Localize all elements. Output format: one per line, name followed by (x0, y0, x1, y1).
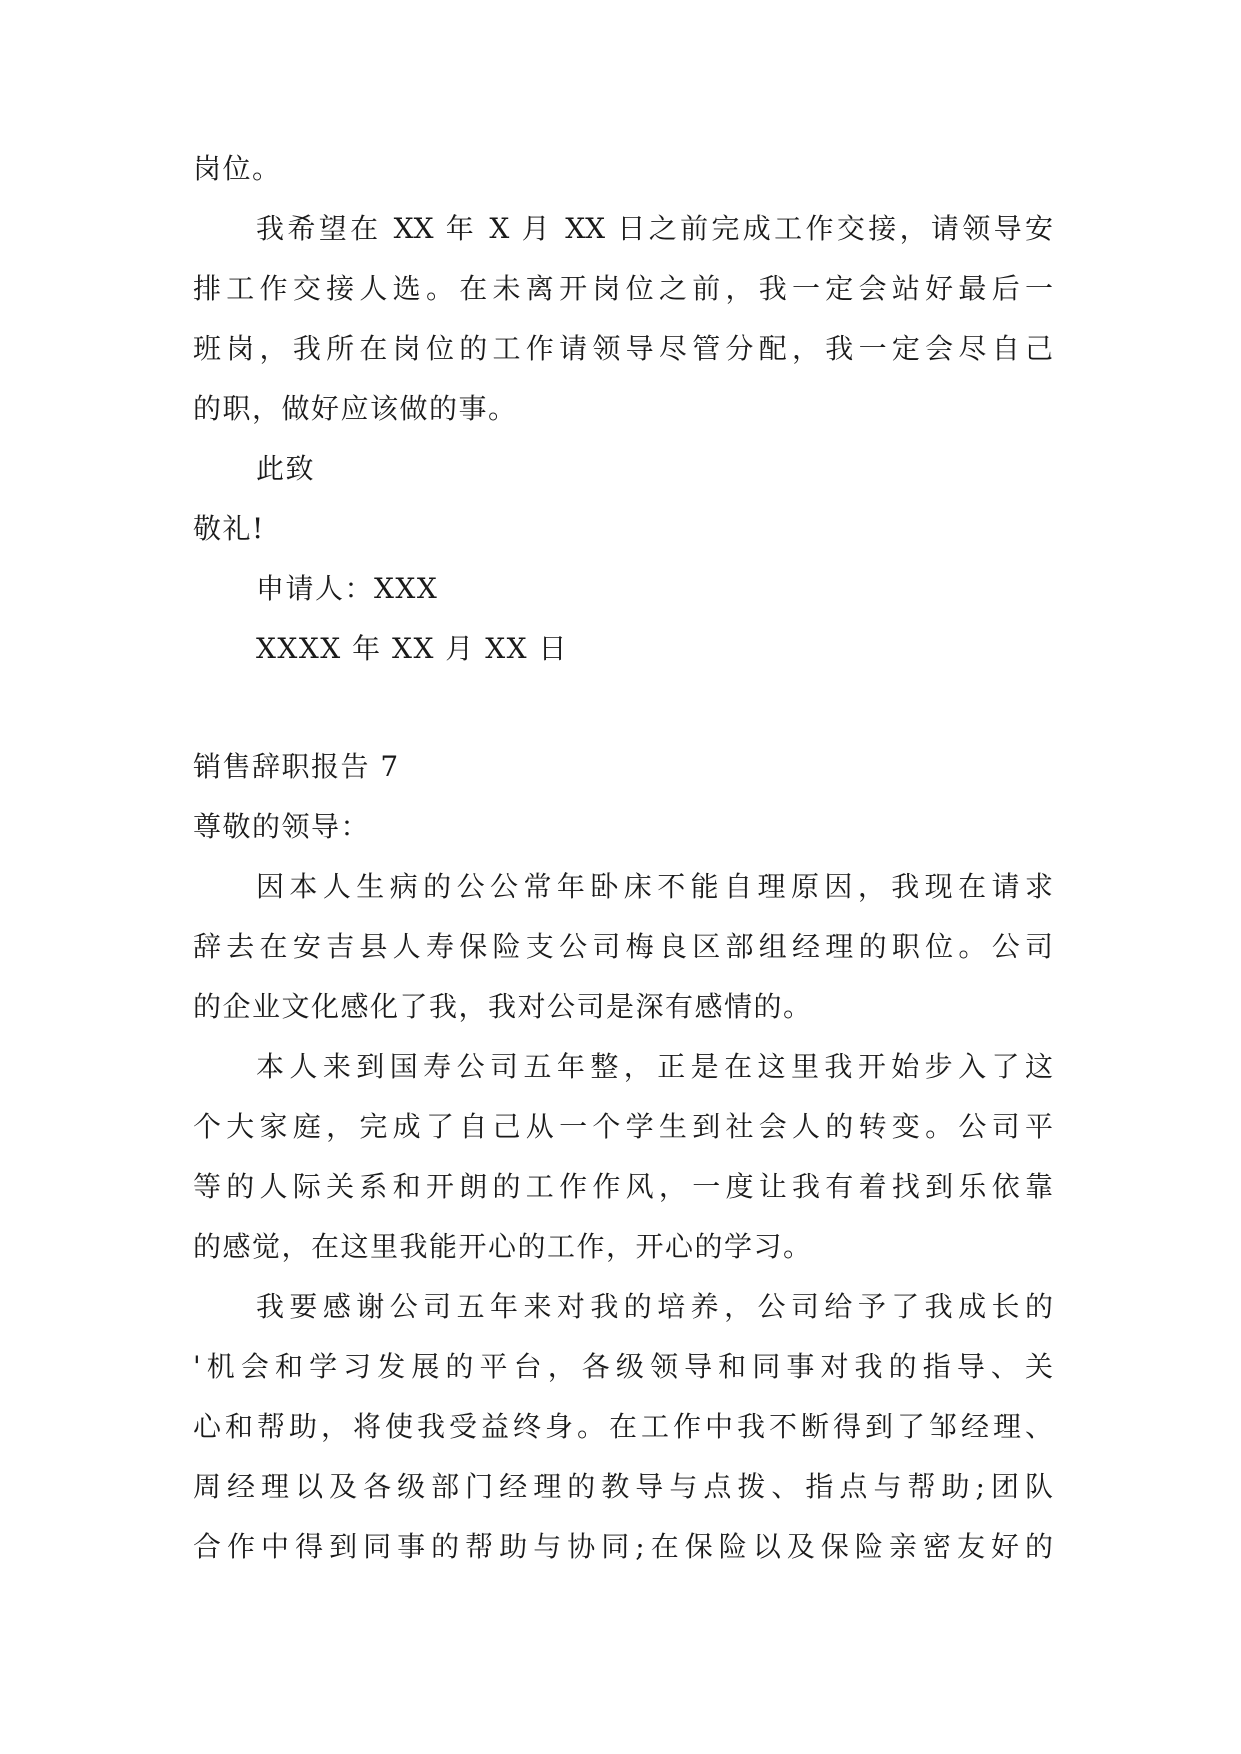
text-line: 心和帮助，将使我受益终身。在工作中我不断得到了邹经理、 (193, 1410, 1053, 1443)
text-line: 的感觉，在这里我能开心的工作，开心的学习。 (193, 1230, 813, 1263)
section-title: 销售辞职报告 7 (193, 750, 400, 783)
text-line: 敬礼! (193, 512, 265, 545)
text-line: 我要感谢公司五年来对我的培养，公司给予了我成长的 (256, 1290, 1053, 1323)
text-line: 因本人生病的公公常年卧床不能自理原因，我现在请求 (256, 870, 1053, 903)
text-line: 班岗，我所在岗位的工作请领导尽管分配，我一定会尽自己 (193, 332, 1053, 365)
text-line: 岗位。 (193, 152, 282, 185)
text-line: 排工作交接人选。在未离开岗位之前，我一定会站好最后一 (193, 272, 1053, 305)
text-line: 我希望在 XX 年 X 月 XX 日之前完成工作交接，请领导安 (256, 212, 1053, 245)
text-line: 周经理以及各级部门经理的教导与点拨、指点与帮助;团队 (193, 1470, 1053, 1503)
text-line: 合作中得到同事的帮助与协同;在保险以及保险亲密友好的 (193, 1530, 1053, 1563)
text-line: 辞去在安吉县人寿保险支公司梅良区部组经理的职位。公司 (193, 930, 1053, 963)
text-line: 的职，做好应该做的事。 (193, 392, 518, 425)
text-line: '机会和学习发展的平台，各级领导和同事对我的指导、关 (193, 1350, 1053, 1383)
text-line: 等的人际关系和开朗的工作作风，一度让我有着找到乐依靠 (193, 1170, 1053, 1203)
salutation: 尊敬的领导： (193, 810, 371, 843)
text-line: 本人来到国寿公司五年整，正是在这里我开始步入了这 (256, 1050, 1053, 1083)
text-line: 此致 (256, 452, 316, 485)
text-line: 的企业文化感化了我，我对公司是深有感情的。 (193, 990, 813, 1023)
text-line: 申请人：XXX (256, 572, 439, 605)
text-line: 个大家庭，完成了自己从一个学生到社会人的转变。公司平 (193, 1110, 1053, 1143)
text-line: XXXX 年 XX 月 XX 日 (256, 632, 568, 665)
